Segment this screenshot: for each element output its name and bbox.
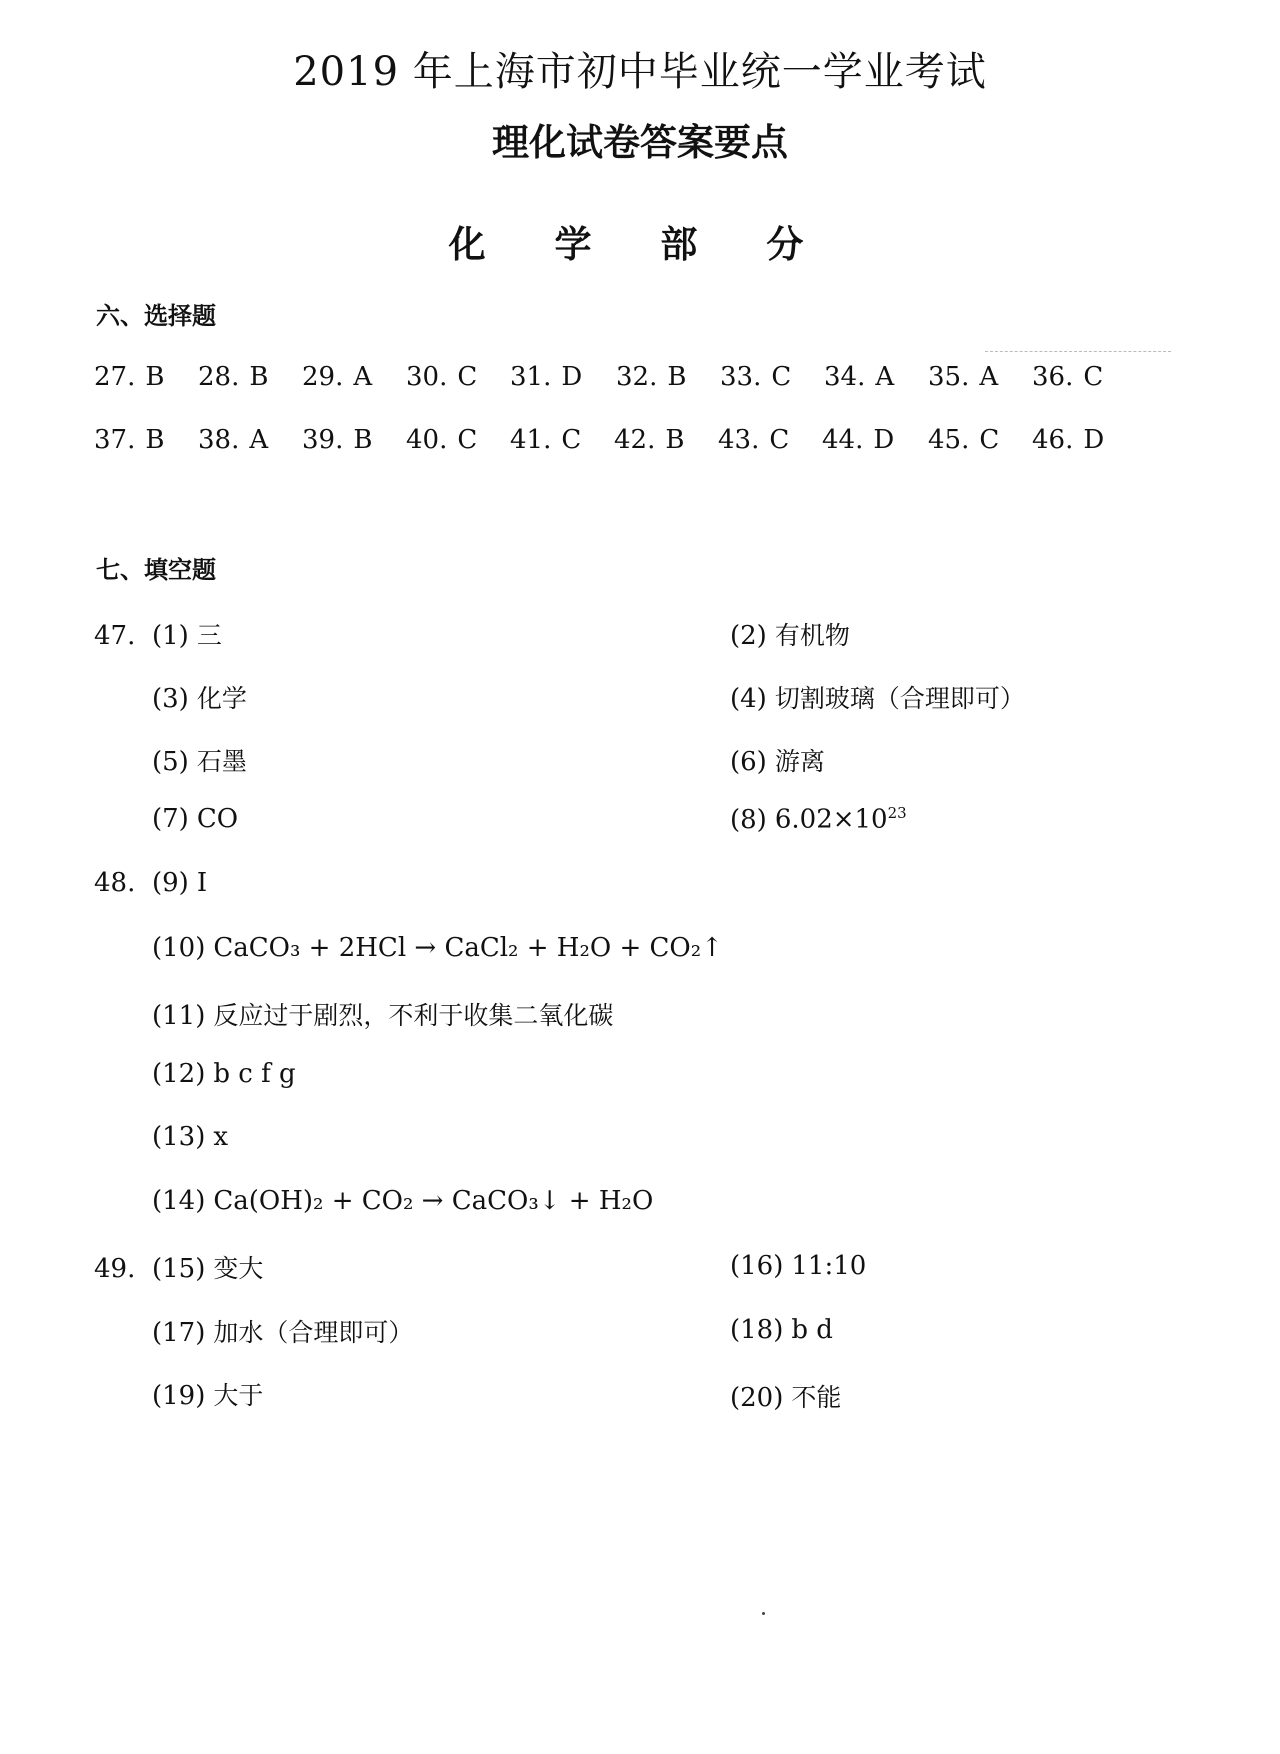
question-number: 47. — [94, 621, 136, 651]
q47-item-1: 47. (1) 三 — [94, 621, 222, 651]
answer-row — [94, 362, 1144, 402]
answer-item: 44. D — [822, 425, 895, 455]
answer-row — [94, 425, 1144, 465]
answer-item: 43. C — [718, 425, 790, 455]
fill-in-heading: 七、填空题 — [96, 556, 216, 584]
question-number: 49. — [94, 1254, 136, 1284]
q48-item-13: (13) x — [152, 1122, 229, 1152]
multiple-choice-heading: 六、选择题 — [96, 302, 216, 330]
q49-item-17: (17) 加水（合理即可） — [152, 1318, 414, 1348]
answer-item: 42. B — [614, 425, 685, 455]
q47-item-8: (8) $6.02\times 10^{23}$ — [730, 804, 907, 835]
q49-item-16: (16) 11:10 — [730, 1251, 867, 1281]
answer-item: 29. A — [302, 362, 373, 392]
answer-item: 31. D — [510, 362, 583, 392]
answer-item: 39. B — [302, 425, 373, 455]
answer-item: 28. B — [198, 362, 269, 392]
answer-item: 41. C — [510, 425, 582, 455]
exam-title: 2019 年上海市初中毕业统一学业考试 — [293, 49, 987, 95]
q48-item-11: (11) 反应过于剧烈，不利于收集二氧化碳 — [152, 1001, 614, 1031]
answer-item: 30. C — [406, 362, 478, 392]
q49-item-18: (18) b d — [730, 1315, 833, 1345]
answer-item: 32. B — [616, 362, 687, 392]
answer-item: 46. D — [1032, 425, 1105, 455]
answer-item: 33. C — [720, 362, 792, 392]
answer-item: 45. C — [928, 425, 1000, 455]
exam-subtitle: 理化试卷答案要点 — [492, 121, 788, 164]
q49-item-20: (20) 不能 — [730, 1383, 842, 1413]
answer-item: 27. B — [94, 362, 165, 392]
q47-item-2: (2) 有机物 — [730, 621, 850, 651]
answer-item: 40. C — [406, 425, 478, 455]
q49-item-19: (19) 大于 — [152, 1381, 264, 1411]
q47-item-5: (5) 石墨 — [152, 747, 247, 777]
answer-item: 37. B — [94, 425, 165, 455]
scan-artifact-line — [985, 351, 1171, 352]
answer-item: 36. C — [1032, 362, 1104, 392]
section-title: 化 学 部 分 — [448, 223, 832, 266]
answer-item: 34. A — [824, 362, 895, 392]
scan-speck — [762, 1612, 765, 1615]
q48-item-10: (10) CaCO₃ + 2HCl → CaCl₂ + H₂O + CO₂↑ — [152, 933, 723, 963]
q48-item-12: (12) b c f g — [152, 1059, 296, 1089]
q48-item-9: 48. (9) I — [94, 868, 208, 898]
q47-item-7: (7) CO — [152, 804, 239, 834]
answer-item: 38. A — [198, 425, 269, 455]
q47-item-4: (4) 切割玻璃（合理即可） — [730, 684, 1025, 714]
q47-item-6: (6) 游离 — [730, 747, 825, 777]
q48-item-14: (14) Ca(OH)₂ + CO₂ → CaCO₃↓ + H₂O — [152, 1186, 654, 1216]
answer-item: 35. A — [928, 362, 999, 392]
q49-item-15: 49. (15) 变大 — [94, 1254, 264, 1284]
q47-item-3: (3) 化学 — [152, 684, 247, 714]
question-number: 48. — [94, 868, 136, 898]
